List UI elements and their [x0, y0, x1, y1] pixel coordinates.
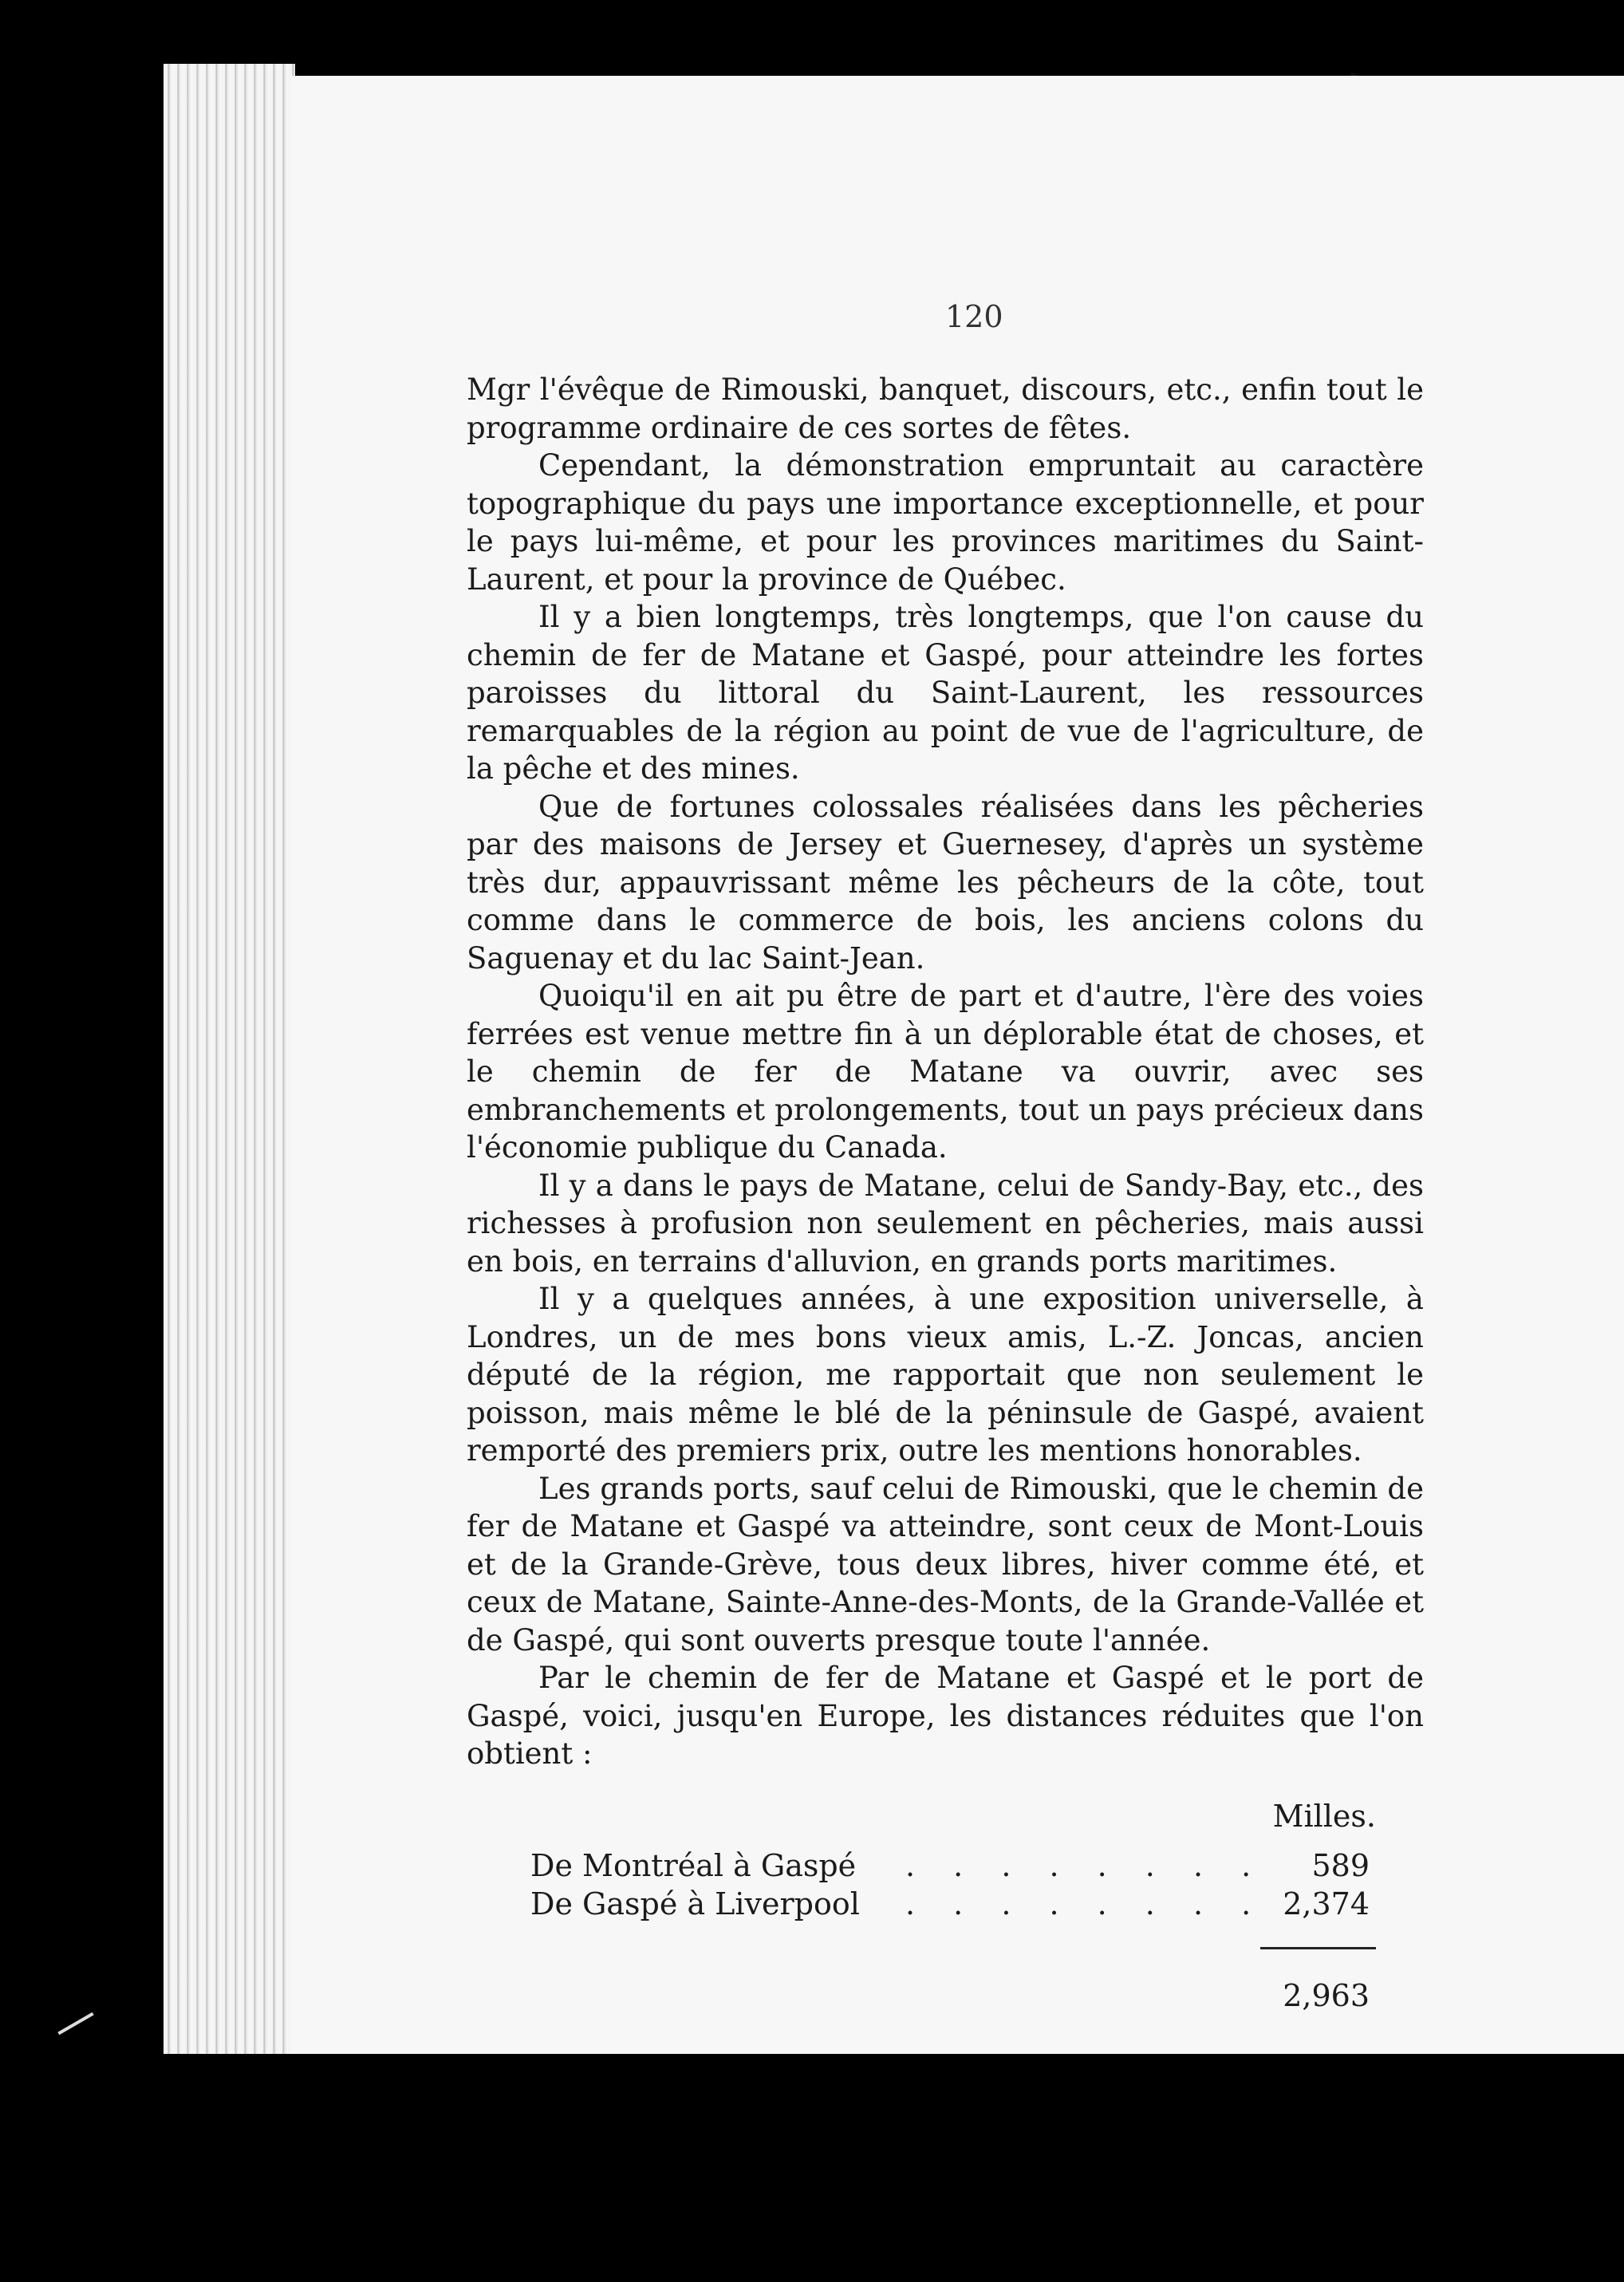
route-label: De Montréal à Gaspé: [530, 1848, 857, 1883]
unit-header: Milles.: [1272, 1799, 1376, 1834]
table-row: [530, 1886, 1376, 1925]
page-stack-edges: [164, 64, 295, 2054]
route-label: De Gaspé à Liverpool: [530, 1886, 860, 1921]
page-number: 120: [945, 299, 1003, 334]
sum-rule: [1260, 1947, 1376, 1949]
paragraph: Il y a quelques années, à une exposition universelle, à Londres, un de mes bons vieux amis, L.-Z. Joncas, ancien député de la région, me rapportait que non seulement le poisson, mais même le blé de la péninsule de Gaspé, avaient remporté des premiers prix, outre les mentions honorables.: [467, 1282, 1424, 1468]
scan-mark: [57, 2012, 93, 2035]
paragraph: Cependant, la démonstration empruntait au caractère topographique du pays une importance exceptionnelle, et pour le pays lui-même, et pour les provinces maritimes du Saint-Laurent, et pour la province de Québec.: [467, 448, 1424, 597]
body-text: [467, 371, 1424, 1773]
distance-value: 589: [1311, 1848, 1370, 1883]
distance-total: 2,963: [1283, 1978, 1370, 2013]
paragraph: Par le chemin de fer de Matane et Gaspé et le port de Gaspé, voici, jusqu'en Europe, les distances réduites que l'on obtient :: [467, 1661, 1424, 1771]
leader-dots: . . . . . . . .: [905, 1848, 1266, 1883]
paragraph: Les grands ports, sauf celui de Rimouski, que le chemin de fer de Matane et Gaspé va atteindre, sont ceux de Mont-Louis et de la Grande-Grève, tous deux libres, hiver comme été, et ceux de Matane, Sainte-Anne-des-Monts, de la Grande-Vallée et de Gaspé, qui sont ouverts presque toute l'année.: [467, 1471, 1424, 1657]
table-row: [530, 1848, 1376, 1886]
distance-value: 2,374: [1283, 1886, 1370, 1921]
paragraph: Quoiqu'il en ait pu être de part et d'autre, l'ère des voies ferrées est venue mettre fin à un déplorable état de choses, et le chemin de fer de Matane va ouvrir, avec ses embranchements et prolongements, tout un pays précieux dans l'économie publique du Canada.: [467, 979, 1424, 1165]
paragraph: Que de fortunes colossales réalisées dans les pêcheries par des maisons de Jersey et Guernesey, d'après un système très dur, appauvrissant même les pêcheurs de la côte, tout comme dans le commerce de bois, les anciens colons du Saguenay et du lac Saint-Jean.: [467, 789, 1424, 975]
paragraph: Il y a bien longtemps, très longtemps, que l'on cause du chemin de fer de Matane et Gaspé, pour atteindre les fortes paroisses du littoral du Saint-Laurent, les ressources remarquables de la région au point de vue de l'agriculture, de la pêche et des mines.: [467, 600, 1424, 786]
paragraph: Il y a dans le pays de Matane, celui de Sandy-Bay, etc., des richesses à profusion non seulement en pêcheries, mais aussi en bois, en terrains d'alluvion, en grands ports maritimes.: [467, 1168, 1424, 1279]
leader-dots: . . . . . . . .: [905, 1886, 1266, 1921]
paragraph: Mgr l'évêque de Rimouski, banquet, discours, etc., enfin tout le programme ordinaire de ces sortes de fêtes.: [467, 372, 1424, 445]
